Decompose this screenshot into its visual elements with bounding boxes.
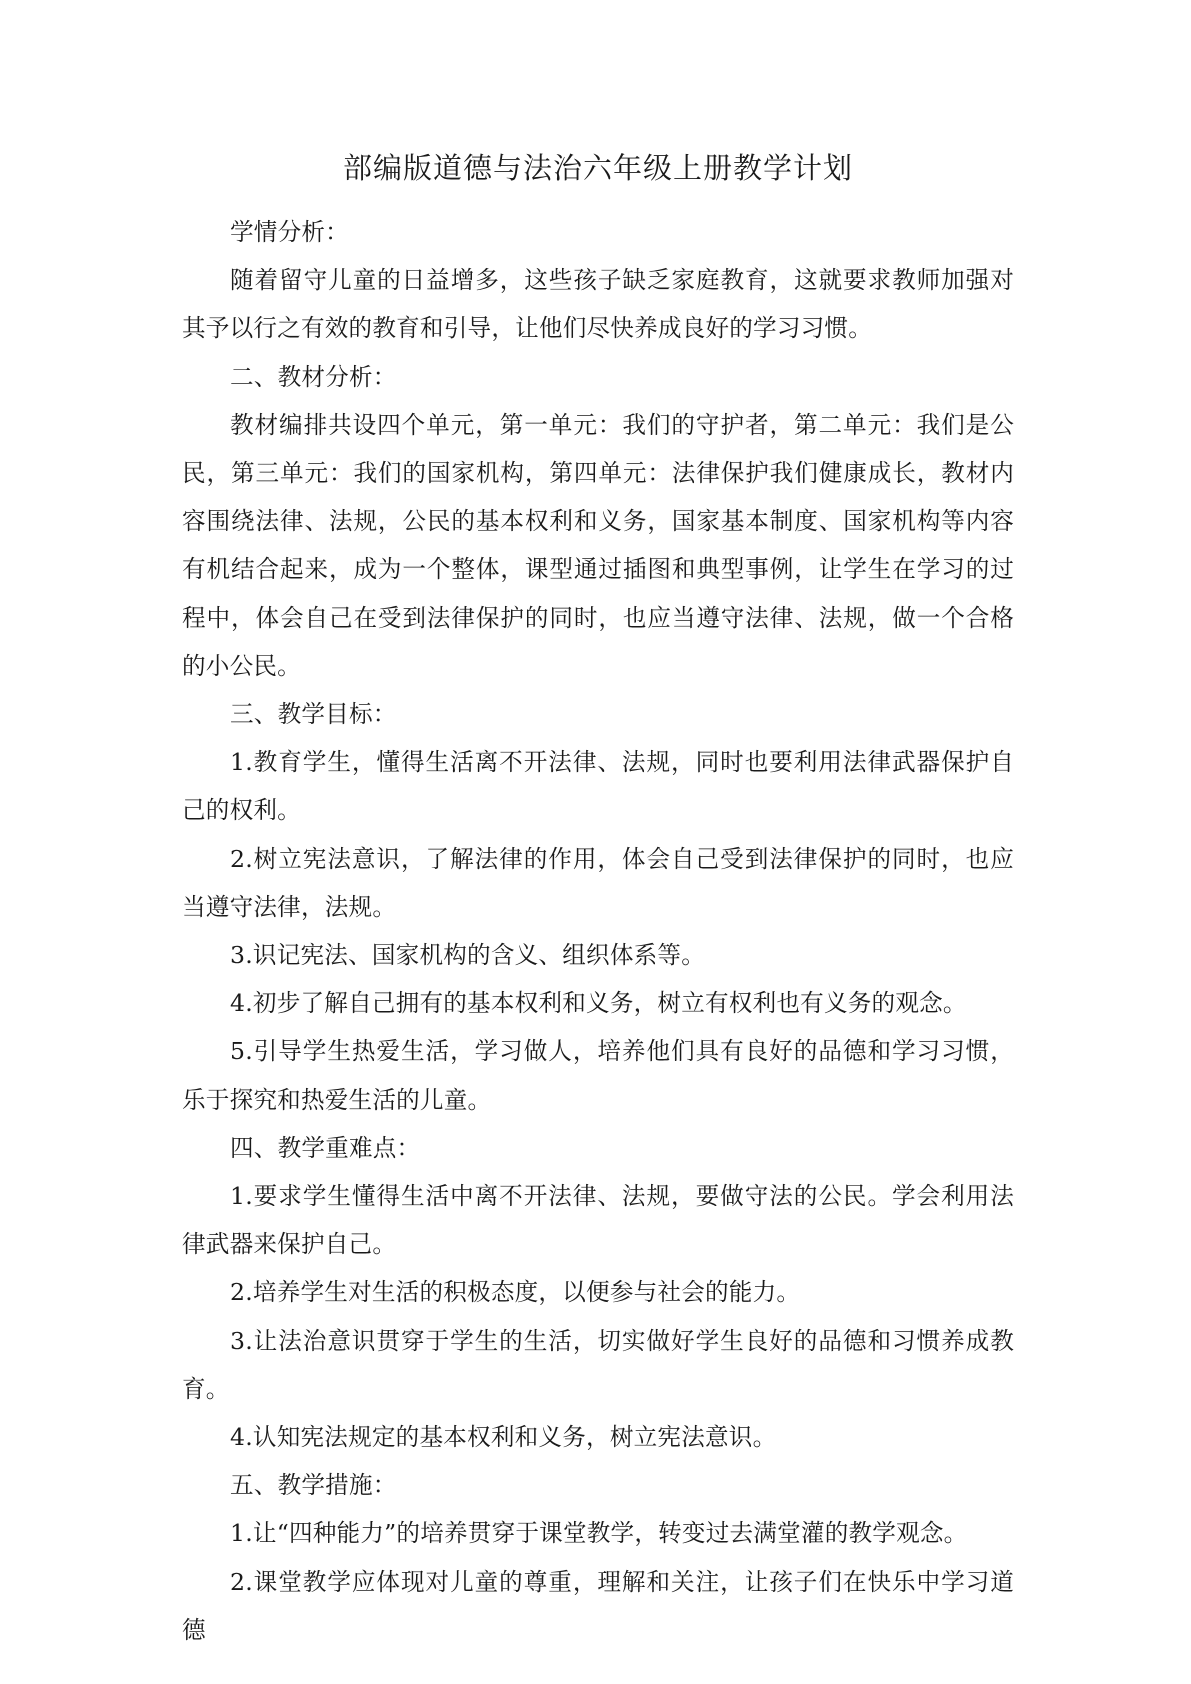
list-item: 4.初步了解自己拥有的基本权利和义务，树立有权利也有义务的观念。 bbox=[230, 989, 967, 1018]
list-item: 4.认知宪法规定的基本权利和义务，树立宪法意识。 bbox=[230, 1423, 777, 1452]
list-item: 3.识记宪法、国家机构的含义、组织体系等。 bbox=[230, 941, 705, 970]
section-heading: 四、教学重难点： bbox=[230, 1133, 421, 1162]
list-item: 1.教育学生，懂得生活离不开法律、法规，同时也要利用法律武器保护自己的权利。 bbox=[182, 748, 1014, 825]
list-item: 2.培养学生对生活的积极态度，以便参与社会的能力。 bbox=[230, 1278, 801, 1307]
document-title: 部编版道德与法治六年级上册教学计划 bbox=[342, 151, 853, 185]
list-item: 2.树立宪法意识，了解法律的作用，体会自己受到法律保护的同时，也应当遵守法律，法规。 bbox=[182, 844, 1014, 921]
section-teaching-goals bbox=[182, 690, 1014, 1124]
section-heading: 五、教学措施： bbox=[230, 1471, 397, 1500]
paragraph: 随着留守儿童的日益增多，这些孩子缺乏家庭教育，这就要求教师加强对其予以行之有效的教育和引导，让他们尽快养成良好的学习习惯。 bbox=[182, 266, 1014, 343]
paragraph: 教材编排共设四个单元，第一单元：我们的守护者，第二单元：我们是公民，第三单元：我们的国家机构，第四单元：法律保护我们健康成长，教材内容围绕法律、法规，公民的基本权利和义务，国家基本制度、国家机构等内容有机结合起来，成为一个整体，课型通过插图和典型事例，让学生在学习的过程中，体会自己在受到法律保护的同时，也应当遵守法律、法规，做一个合格的小公民。 bbox=[182, 410, 1014, 680]
section-heading: 学情分析： bbox=[230, 218, 349, 246]
list-item: 2.课堂教学应体现对儿童的尊重，理解和关注，让孩子们在快乐中学习道德 bbox=[182, 1567, 1014, 1644]
list-item: 1.让“四种能力”的培养贯穿于课堂教学，转变过去满堂灌的教学观念。 bbox=[230, 1519, 968, 1548]
list-item: 1.要求学生懂得生活中离不开法律、法规，要做守法的公民。学会利用法律武器来保护自己。 bbox=[182, 1182, 1014, 1259]
section-heading: 三、教学目标： bbox=[230, 700, 397, 729]
section-textbook-analysis bbox=[182, 353, 1014, 690]
section-heading: 二、教材分析： bbox=[230, 362, 397, 391]
section-teaching-measures bbox=[182, 1461, 1014, 1654]
document-page bbox=[182, 148, 1014, 1654]
section-learning-analysis bbox=[182, 208, 1014, 353]
section-key-difficulties bbox=[182, 1124, 1014, 1461]
list-item: 3.让法治意识贯穿于学生的生活，切实做好学生良好的品德和习惯养成教育。 bbox=[182, 1326, 1014, 1403]
list-item: 5.引导学生热爱生活，学习做人，培养他们具有良好的品德和学习习惯，乐于探究和热爱生活的儿童。 bbox=[182, 1037, 1014, 1114]
